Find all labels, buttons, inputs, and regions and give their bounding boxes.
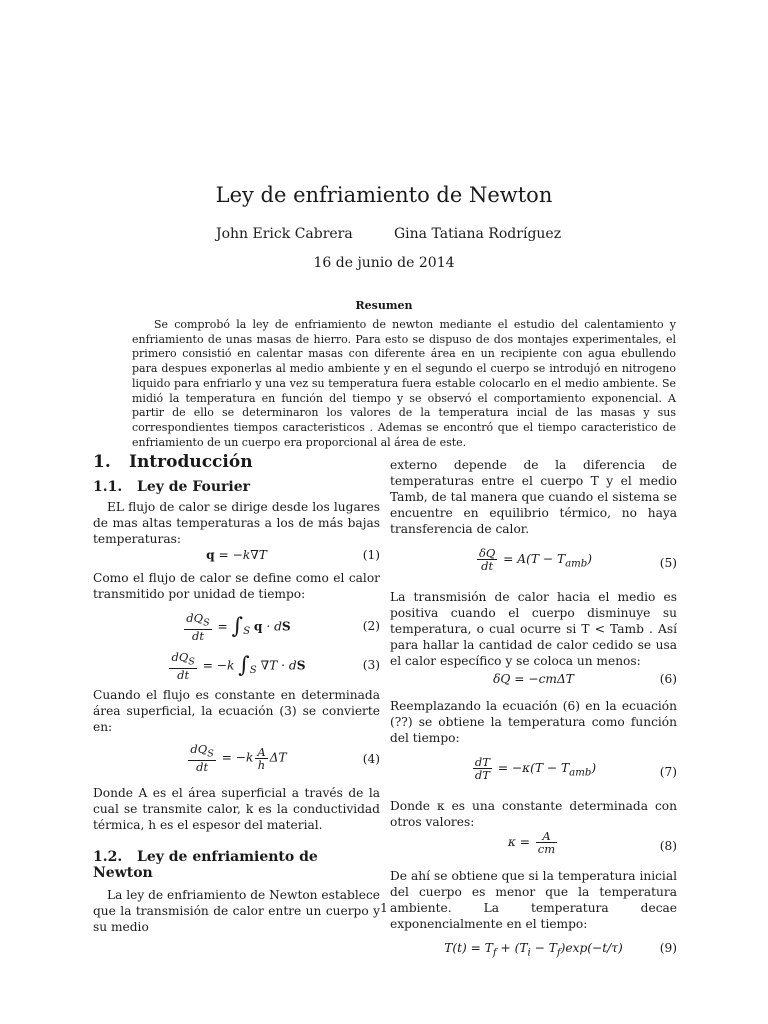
equation-1: q = −k∇T (1): [206, 548, 380, 562]
paragraph-kappa: Donde κ es una constante determinada con otros valores:: [390, 799, 677, 829]
section-1-1-heading: [93, 479, 380, 495]
abstract-text: Se comprobó la ley de enfriamiento de newton mediante el estudio del calentamiento y enfriamiento de unas masas de hierro. Para esto se dispuso de dos montajes experimentales, el primero consistió en calentar masas con diferente área en un recipiente con agua ebullendo para despues exponerlas al medio ambiente y en el segundo el cuerpo se introdujó en nitrogeno liquido para enfriarlo y una vez su temperatura fuera estable colocarlo en el medio ambiente. Se midió la temperatura en función del tiempo y se observó el comportamiento exponencial. A partir de ello se determinaron los valores de la temperatura incial de las masas y sus correspondientes tiempos caracteristicos . Ademas se encontró que el tiempo caracteristico de enfriamiento de un cuerpo era proporcional al área de este.: [132, 318, 676, 449]
right-column: [390, 457, 677, 958]
equation-4: $\frac{dQ_S}{dt}$ = −k $\frac{A}{h}$ ΔT (4): [190, 742, 380, 775]
paragraph-transmision: La transmisión de calor hacia el medio es positiva cuando el cuerpo disminuye su temperatura, o cual ocurre si T < Tamb . Así para hallar la cantidad de calor cedido se usa el calor específico y se coloca un menos:: [390, 590, 677, 668]
equation-9: $T(t) = T_f + (T_i - T_f)\exp(-t/\tau)$ (9): [444, 941, 677, 959]
section-1-2-heading: [93, 849, 380, 881]
page-number: 1: [380, 901, 388, 915]
paragraph-ahi: De ahí se obtiene que si la temperatura inicial del cuerpo es menor que la temperatura ambiente. La temperatura decae exponencialmente en el tiempo:: [390, 869, 677, 931]
paragraph-fourier: EL flujo de calor se dirige desde los lugares de mas altas temperaturas a los de más bajas temperaturas:: [93, 500, 380, 546]
equation-number: (9): [659, 941, 677, 955]
equation-number: (1): [362, 548, 380, 562]
left-column: [93, 454, 380, 935]
equation-number: (8): [659, 839, 677, 853]
equation-number: (7): [659, 765, 677, 779]
section-number: 1.1.: [93, 479, 123, 495]
equation-number: (6): [659, 672, 677, 686]
equation-6: δQ = −cmΔT (6): [493, 672, 677, 686]
equation-8: κ = $\frac{A}{cm}$ (8): [507, 829, 677, 856]
author-2: Gina Tatiana Rodríguez: [394, 226, 562, 242]
paragraph-donde: Donde A es el área superficial a través de la cual se transmite calor, k es la conductividad térmica, h es el espesor del material.: [93, 786, 380, 832]
section-number: 1.: [93, 452, 111, 472]
section-number: 1.2.: [93, 849, 123, 865]
paper-title: Ley de enfriamiento de Newton: [215, 183, 553, 207]
equation-3: $\frac{dQ_S}{dt}$ = −k $\int_S$ ∇T · dS (3): [171, 650, 380, 683]
equation-7: $\frac{dT}{dT}$ = $-\kappa(T - T_{amb})$ (7): [474, 755, 677, 782]
paper-date: 16 de junio de 2014: [313, 255, 455, 271]
abstract-heading: Resumen: [355, 299, 413, 312]
equation-2: $\frac{dQ_S}{dt}$ = $\int_S$ q · dS (2): [186, 611, 380, 644]
section-title: Ley de Fourier: [137, 479, 250, 495]
equation-5: $\frac{\delta Q}{dt}$ = $A(T - T_{amb})$ (5): [478, 546, 677, 573]
equation-number: (3): [362, 658, 380, 672]
section-title: Introducción: [129, 452, 253, 472]
equation-number: (2): [362, 619, 380, 633]
paragraph-flujo: Como el flujo de calor se define como el calor transmitido por unidad de tiempo:: [93, 571, 380, 601]
equation-number: (5): [659, 556, 677, 570]
paragraph-externo: externo depende de la diferencia de temperaturas entre el cuerpo T y el medio Tamb, de tal manera que cuando el sistema se encuentre en equilibrio térmico, no haya transferencia de calor.: [390, 458, 677, 536]
section-1-heading: [93, 454, 380, 470]
paragraph-newton: La ley de enfriamiento de Newton establece que la transmisión de calor entre un cuerpo y su medio: [93, 888, 380, 934]
author-1: John Erick Cabrera: [216, 226, 353, 242]
paragraph-reemplazando: Reemplazando la ecuación (6) en la ecuación (??) se obtiene la temperatura como función del tiempo:: [390, 699, 677, 745]
paragraph-cuando: Cuando el flujo es constante en determinada área superficial, la ecuación (3) se convierte en:: [93, 688, 380, 734]
section-title: Ley de enfriamiento de Newton: [93, 849, 318, 881]
equation-number: (4): [362, 752, 380, 766]
